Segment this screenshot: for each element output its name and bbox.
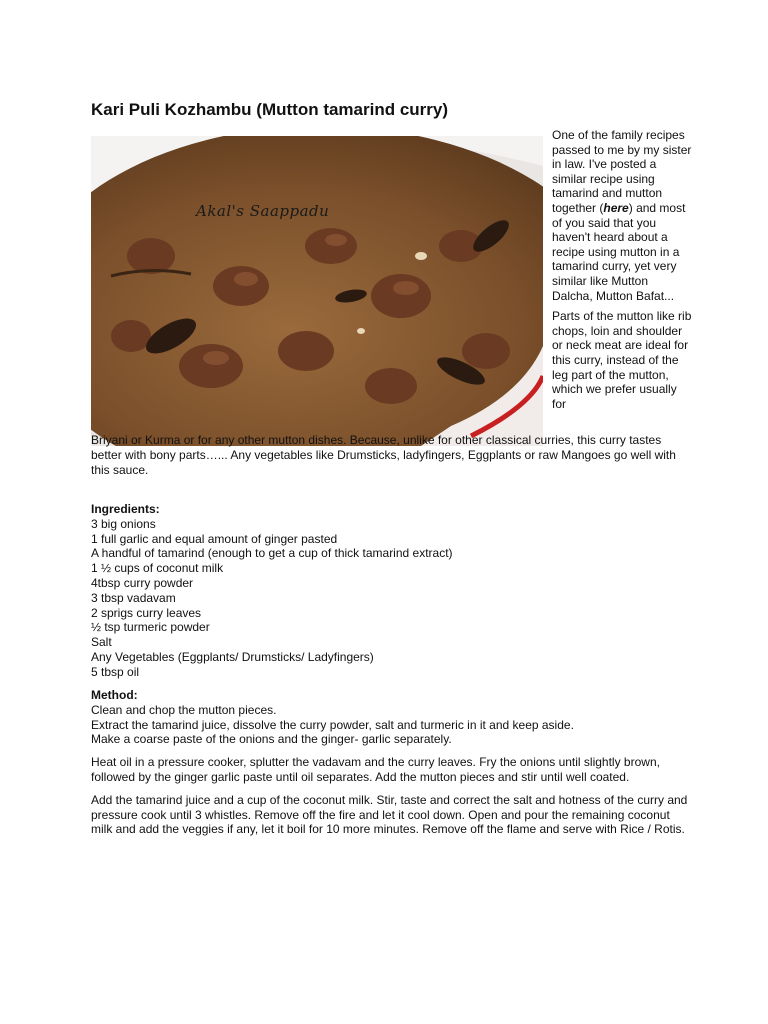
ingredient-item: 2 sprigs curry leaves [91, 605, 202, 620]
page-title: Kari Puli Kozhambu (Mutton tamarind curry) [91, 100, 449, 119]
here-link[interactable]: here [603, 200, 629, 215]
ingredient-item: 3 tbsp vadavam [91, 590, 176, 605]
photo-watermark: Akal's Saappadu [196, 202, 330, 220]
curry-photo [91, 136, 543, 446]
intro-p1-before: One of the family recipes passed to me by my sister in law. I've posted a similar recipe using tamarind and mutton together ( [552, 128, 692, 215]
intro-paragraph-1 [552, 128, 692, 303]
method-heading: Method: [91, 688, 138, 702]
method-paragraph-2: Heat oil in a pressure cooker, splutter the vadavam and the curry leaves. Fry the onions until slightly brown, followed by the ginger garlic paste until oil separates. Add the mutton pieces and stir until well coated. [91, 755, 660, 784]
ingredient-item: 3 big onions [91, 516, 156, 531]
intro-paragraph-2: Parts of the mutton like rib chops, loin and shoulder or neck meat are ideal for this curry, instead of the leg part of the mutton, which we prefer usually for [552, 309, 692, 411]
intro-side-text [552, 128, 692, 417]
ingredients-section [91, 502, 691, 680]
ingredient-item: 4tbsp curry powder [91, 575, 194, 590]
curry-illustration [91, 136, 543, 446]
method-section [91, 688, 691, 837]
method-step: Extract the tamarind juice, dissolve the curry powder, salt and turmeric in it and keep aside. [91, 717, 574, 732]
ingredient-item: Salt [91, 635, 112, 650]
ingredient-item: 1 ½ cups of coconut milk [91, 561, 224, 576]
ingredient-item: ½ tsp turmeric powder [91, 620, 210, 635]
method-step: Make a coarse paste of the onions and the ginger- garlic separately. [91, 732, 452, 747]
ingredient-item: A handful of tamarind (enough to get a cup of thick tamarind extract) [91, 546, 453, 561]
intro-paragraph-2-rest: Briyani or Kurma or for any other mutton dishes. Because, unlike for other classical curries, this curry tastes better with bony parts…... Any vegetables like Drumsticks, ladyfingers, Eggplants or raw Mangoes go well with this sauce. [91, 433, 676, 477]
ingredient-item: Any Vegetables (Eggplants/ Drumsticks/ Ladyfingers) [91, 649, 374, 664]
intro-p1-after: ) and most of you said that you haven't heard about a recipe using mutton in a tamarind curry, yet very similar like Mutton Dalcha, Mutton Bafat... [552, 200, 686, 303]
intro-continuation [91, 433, 691, 477]
method-paragraph-3: Add the tamarind juice and a cup of the coconut milk. Stir, taste and correct the salt and hotness of the curry and pressure cook until 3 whistles. Remove off the fire and let it cool down. Open and pour the remaining coconut milk and add the veggies if any, let it boil for 10 more minutes. Remove off the flame and serve with Rice / Rotis. [91, 792, 688, 837]
ingredients-heading: Ingredients: [91, 502, 160, 516]
ingredient-item: 5 tbsp oil [91, 664, 140, 679]
method-step: Clean and chop the mutton pieces. [91, 702, 277, 717]
ingredient-item: 1 full garlic and equal amount of ginger pasted [91, 531, 338, 546]
